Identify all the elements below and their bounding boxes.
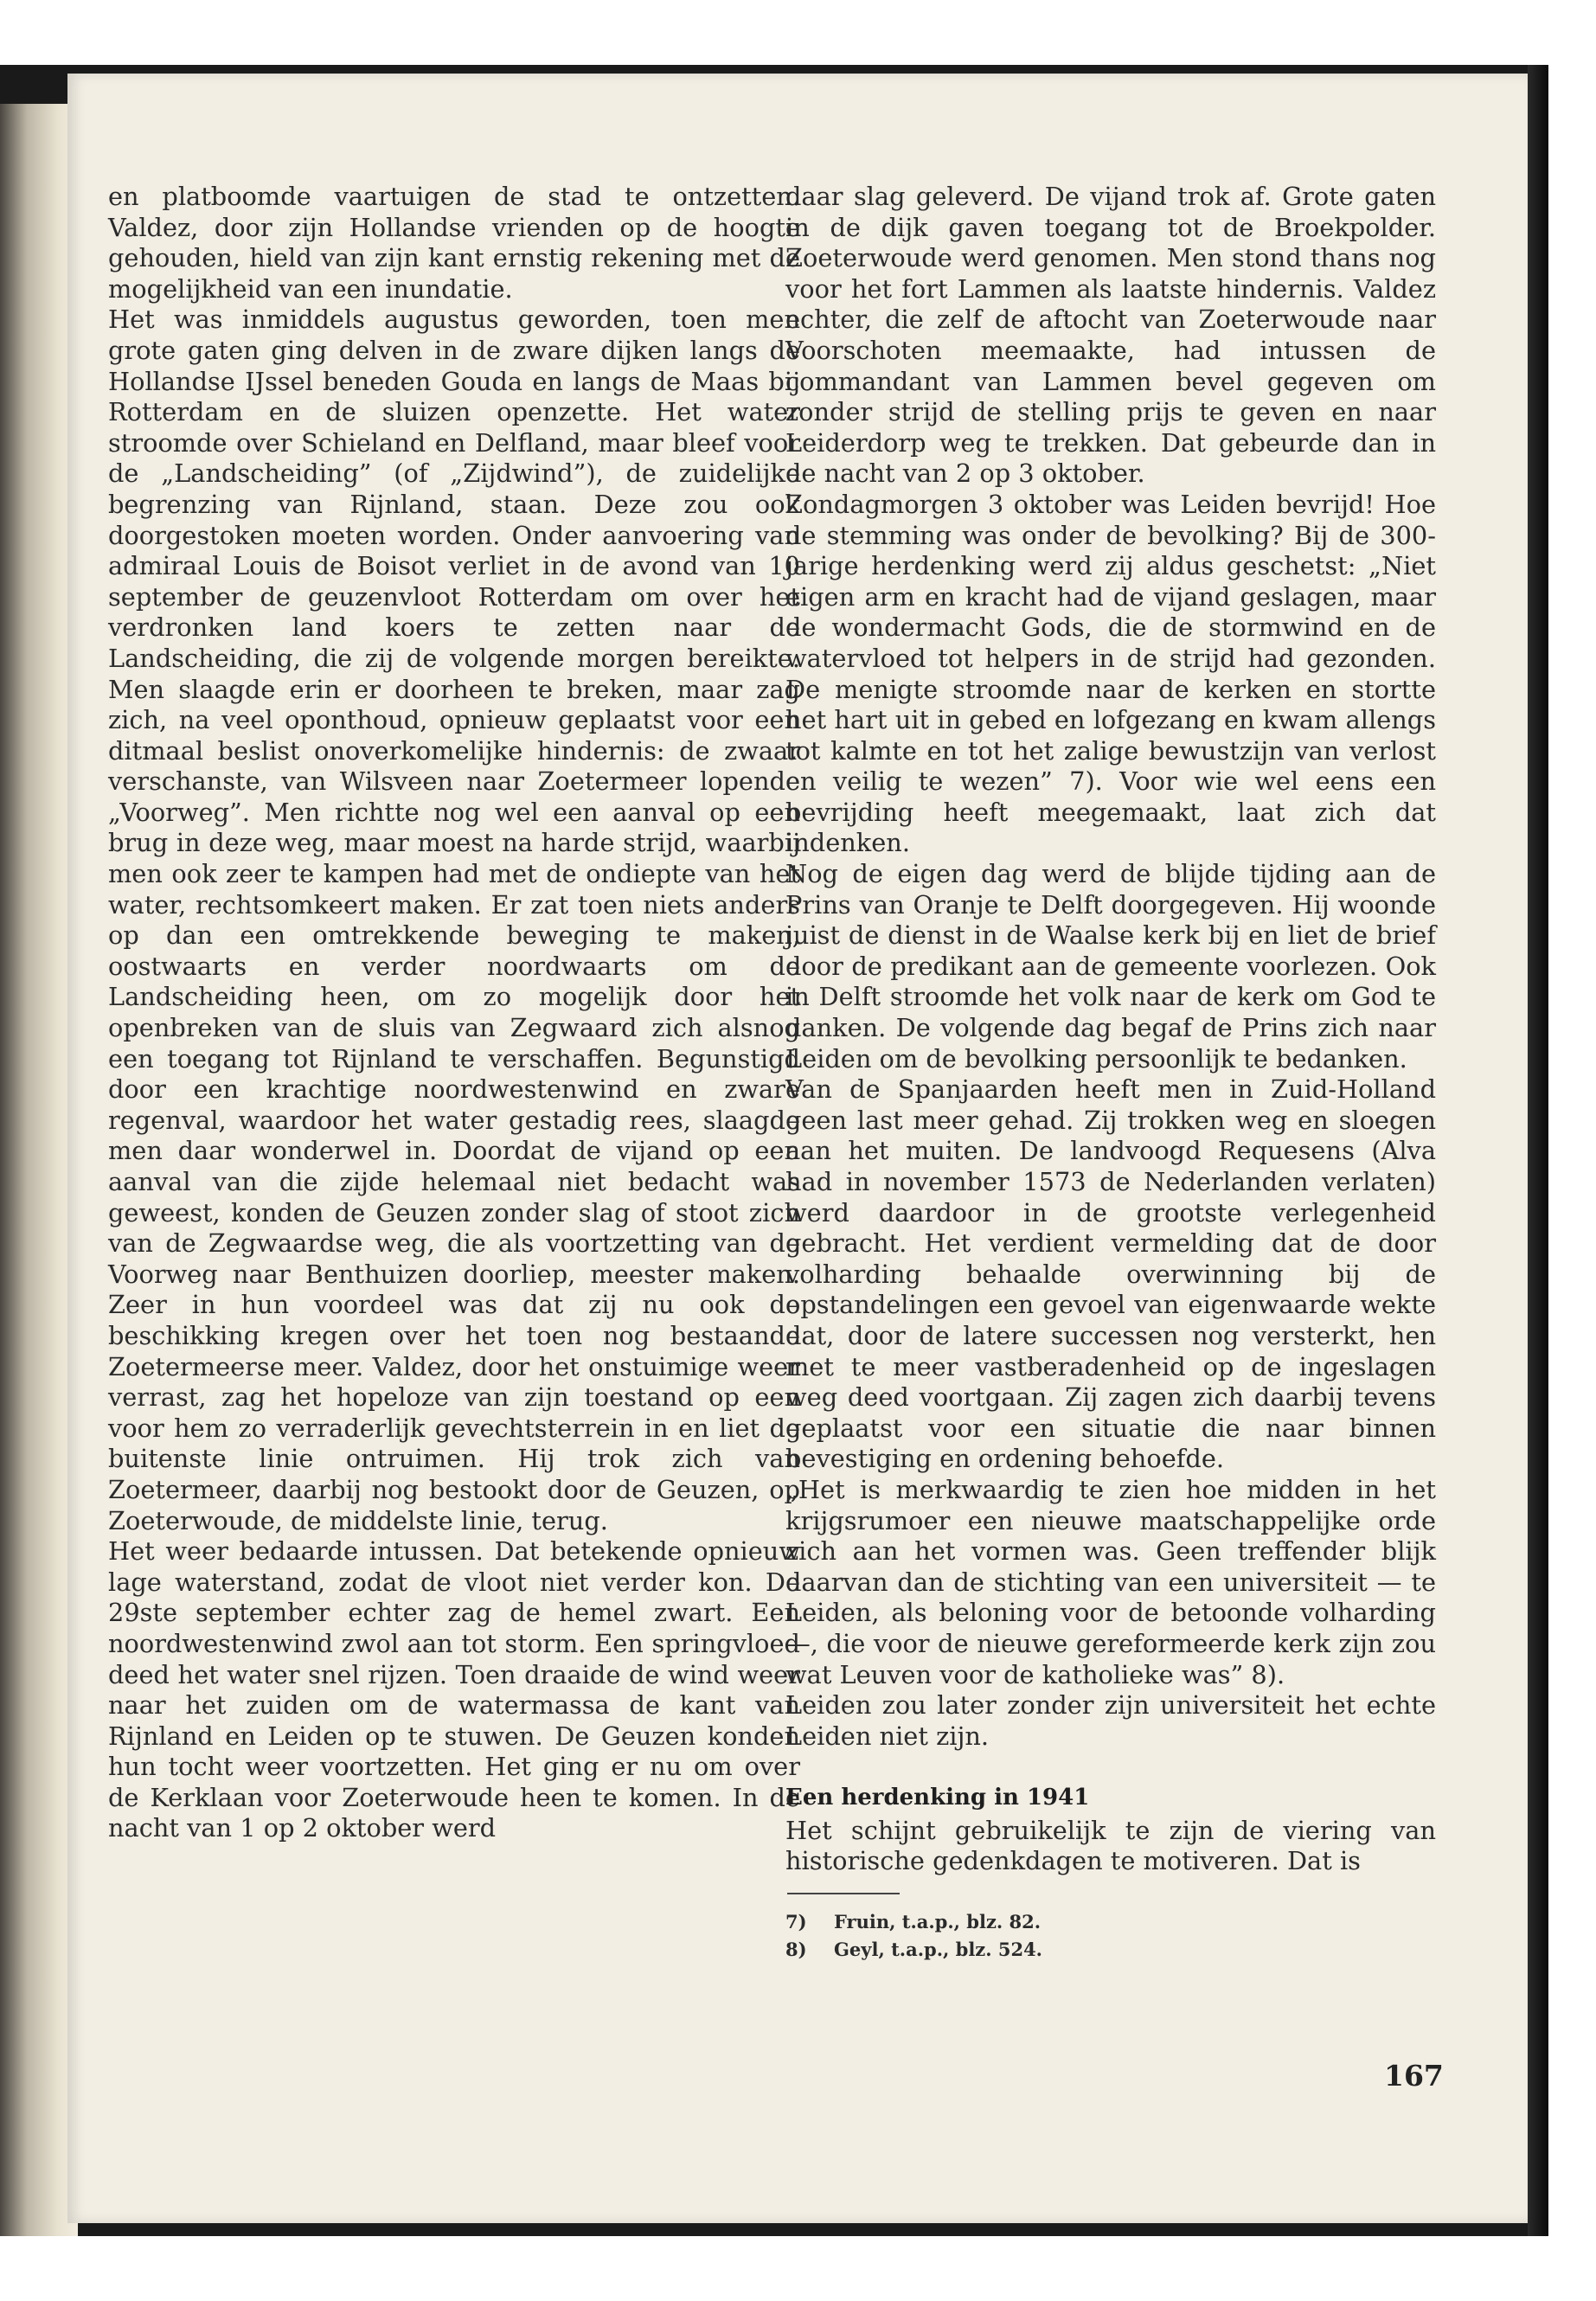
- section-heading: Een herdenking in 1941: [785, 1785, 1090, 1811]
- page-number: 167: [1384, 2059, 1444, 2093]
- footnote-divider: [787, 1893, 900, 1894]
- book-spine-shadow: [0, 104, 78, 2236]
- paragraph: Van de Spanjaarden heeft men in Zuid-Holland geen last meer gehad. Zij trokken weg en sloegen aan het muiten. De landvoogd Requesens (Alva had in november 1573 de Nederlanden verlaten) werd daardoor in de grootste verlegenheid gebracht. Het verdient vermelding dat de door volharding behaalde overwinning bij de opstandelingen een gevoel van eigenwaarde wekte dat, door de latere successen nog versterkt, hen met te meer vastberadenheid op de ingeslagen weg deed voortgaan. Zij zagen zich daarbij tevens geplaatst voor een situatie die naar binnen bevestiging en ordening behoefde.: [785, 1074, 1436, 1474]
- footnote-text: Fruin, t.a.p., blz. 82.: [834, 1911, 1042, 1933]
- paragraph: daar slag geleverd. De vijand trok af. Grote gaten in de dijk gaven toegang tot de Broekpolder. Zoeterwoude werd genomen. Men stond thans nog voor het fort Lammen als laatste hindernis. Valdez echter, die zelf de aftocht van Zoeterwoude naar Voorschoten meemaakte, had intussen de commandant van Lammen bevel gegeven om zonder strijd de stelling prijs te geven en naar Leiderdorp weg te trekken. Dat gebeurde dan in de nacht van 2 op 3 oktober.: [785, 182, 1436, 489]
- footnote: [785, 1936, 1436, 1964]
- paragraph: Het schijnt gebruikelijk te zijn de viering van historische gedenkdagen te motiveren. Dat is: [785, 1815, 1436, 1876]
- paragraph: Zondagmorgen 3 oktober was Leiden bevrijd! Hoe de stemming was onder de bevolking? Bij de 300-jarige herdenking werd zij aldus geschetst: „Niet eigen arm en kracht had de vijand geslagen, maar de wondermacht Gods, die de stormwind en de watervloed tot helpers in de strijd had gezonden. De menigte stroomde naar de kerken en stortte het hart uit in gebed en lofgezang en kwam allengs tot kalmte en tot het zalige bewustzijn van verlost en veilig te wezen” 7). Voor wie wel eens een bevrijding heeft meegemaakt, laat zich dat indenken.: [785, 489, 1436, 858]
- paragraph: Leiden zou later zonder zijn universiteit het echte Leiden niet zijn.: [785, 1690, 1436, 1751]
- footnote-number: 8): [785, 1939, 807, 1961]
- paragraph: „Het is merkwaardig te zien hoe midden in het krijgsrumoer een nieuwe maatschappelijke orde zich aan het vormen was. Geen treffender blijk daarvan dan de stichting van een universiteit — te Leiden, als beloning voor de betoonde volharding —, die voor de nieuwe gereformeerde kerk zijn zou wat Leuven voor de katholieke was” 8).: [785, 1474, 1436, 1689]
- paragraph: Het was inmiddels augustus geworden, toen men grote gaten ging delven in de zware dijken langs de Hollandse IJssel beneden Gouda en langs de Maas bij Rotterdam en de sluizen openzette. Het water stroomde over Schieland en Delfland, maar bleef voor de „Landscheiding” (of „Zijdwind”), de zuidelijke begrenzing van Rijnland, staan. Deze zou ook doorgestoken moeten worden. Onder aanvoering van admiraal Louis de Boisot verliet in de avond van 10 september de geuzenvloot Rotterdam om over het verdronken land koers te zetten naar de Landscheiding, die zij de volgende morgen bereikte. Men slaagde erin er doorheen te breken, maar zag zich, na veel oponthoud, opnieuw geplaatst voor een ditmaal beslist onoverkomelijke hindernis: de zwaar verschanste, van Wilsveen naar Zoetermeer lopende „Voorweg”. Men richtte nog wel een aanval op een brug in deze weg, maar moest na harde strijd, waarbij men ook zeer te kampen had met de ondiepte van het water, rechtsomkeert maken. Er zat toen niets anders op dan een omtrekkende beweging te maken, oostwaarts en verder noordwaarts om de Landscheiding heen, om zo mogelijk door het openbreken van de sluis van Zegwaard zich alsnog een toegang tot Rijnland te verschaffen. Begunstigd door een krachtige noordwestenwind en zware regenval, waardoor het water gestadig rees, slaagde men daar wonderwel in. Doordat de vijand op een aanval van die zijde helemaal niet bedacht was geweest, konden de Geuzen zonder slag of stoot zich van de Zegwaardse weg, die als voortzetting van de Voorweg naar Benthuizen doorliep, meester maken. Zeer in hun voordeel was dat zij nu ook de beschikking kregen over het toen nog bestaande Zoetermeerse meer. Valdez, door het onstuimige weer verrast, zag het hopeloze van zijn toestand op een voor hem zo verraderlijk gevechtsterrein in en liet de buitenste linie ontruimen. Hij trok zich van Zoetermeer, daarbij nog bestookt door de Geuzen, op Zoeterwoude, de middelste linie, terug.: [108, 304, 800, 1535]
- page-right-edge: [1528, 65, 1548, 2236]
- footnote: [785, 1908, 1436, 1936]
- footnote-text: Geyl, t.a.p., blz. 524.: [834, 1939, 1042, 1961]
- footnote-number: 7): [785, 1911, 807, 1933]
- paragraph: en platboomde vaartuigen de stad te ontzetten. Valdez, door zijn Hollandse vrienden op de hoogte gehouden, hield van zijn kant ernstig rekening met de mogelijkheid van een inundatie.: [108, 182, 800, 304]
- paragraph: Nog de eigen dag werd de blijde tijding aan de Prins van Oranje te Delft doorgegeven. Hij woonde juist de dienst in de Waalse kerk bij en liet de brief door de predikant aan de gemeente voorlezen. Ook in Delft stroomde het volk naar de kerk om God te danken. De volgende dag begaf de Prins zich naar Leiden om de bevolking persoonlijk te bedanken.: [785, 859, 1436, 1074]
- right-text-column: [785, 182, 1436, 1964]
- left-text-column: [108, 182, 800, 1844]
- paragraph: Het weer bedaarde intussen. Dat betekende opnieuw lage waterstand, zodat de vloot niet verder kon. De 29ste september echter zag de hemel zwart. Een noordwestenwind zwol aan tot storm. Een springvloed deed het water snel rijzen. Toen draaide de wind weer naar het zuiden om de watermassa de kant van Rijnland en Leiden op te stuwen. De Geuzen konden hun tocht weer voortzetten. Het ging er nu om over de Kerklaan voor Zoeterwoude heen te komen. In de nacht van 1 op 2 oktober werd: [108, 1536, 800, 1843]
